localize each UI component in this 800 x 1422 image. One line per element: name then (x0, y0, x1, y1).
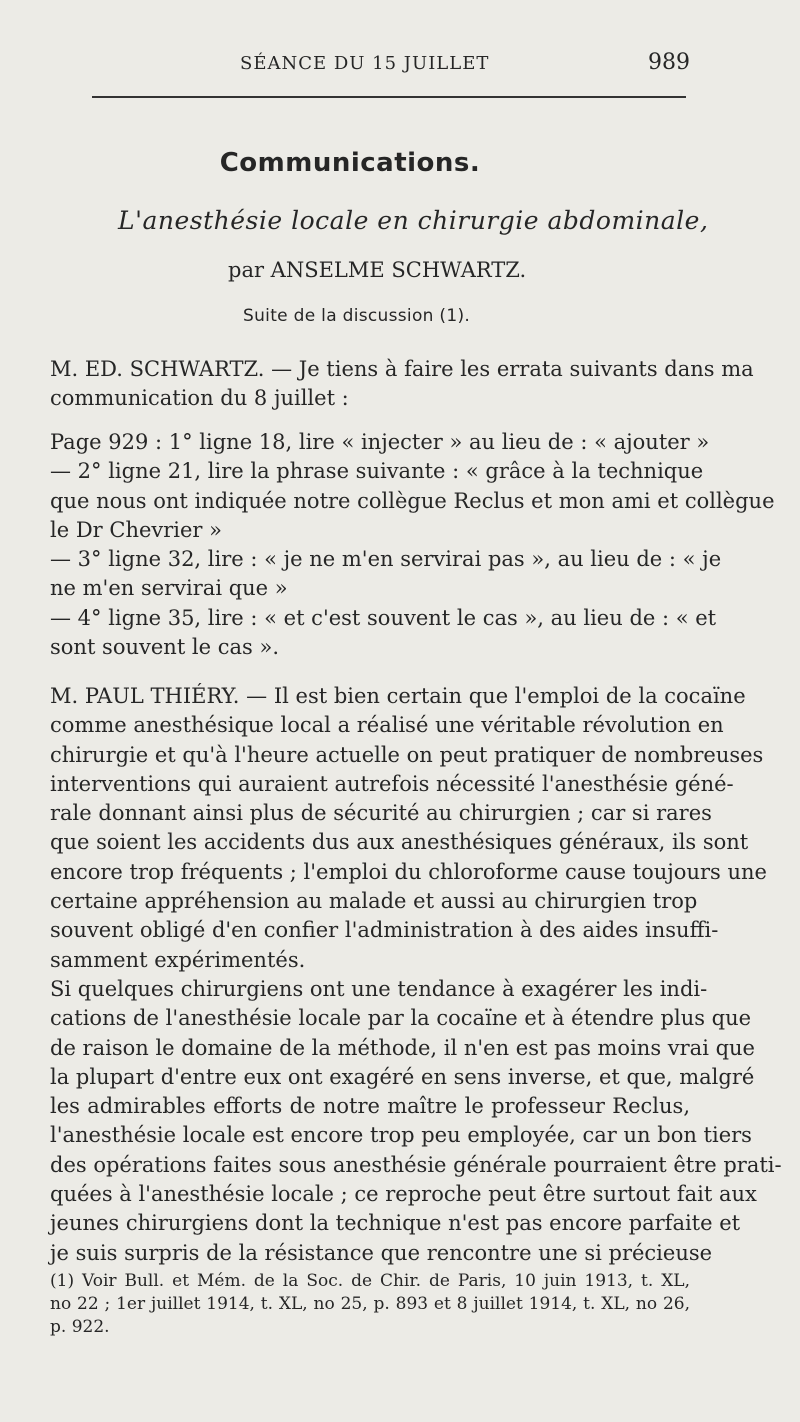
paragraph-thiery (50, 682, 767, 975)
footnote-line: (1) Voir Bull. et Mém. de la Soc. de Chir. de Paris, 10 juin 1913, t. XL, (50, 1271, 690, 1291)
text-line: — 2° ligne 21, lire la phrase suivante : « grâce à la technique (50, 459, 704, 484)
text-line: samment expérimentés. (50, 947, 306, 972)
footnote-line: no 22 ; 1er juillet 1914, t. XL, no 25, p. 893 et 8 juillet 1914, t. XL, no 26, (50, 1294, 690, 1314)
paragraph-schwartz (50, 355, 754, 414)
text-line: interventions qui auraient autrefois nécessité l'anesthésie géné- (50, 771, 734, 796)
page-number: 989 (648, 50, 690, 75)
text-line: encore trop fréquents ; l'emploi du chloroforme cause toujours une (50, 859, 767, 884)
footnote (50, 1270, 690, 1339)
text-line: — 3° ligne 32, lire : « je ne m'en servirai pas », au lieu de : « je (50, 547, 722, 572)
running-header (0, 50, 800, 80)
text-line: sont souvent le cas ». (50, 635, 280, 660)
header-rule (92, 96, 686, 98)
text-line: — 4° ligne 35, lire : « et c'est souvent le cas », au lieu de : « et (50, 605, 717, 630)
text-line: M. PAUL THIÉRY. — Il est bien certain que l'emploi de la cocaïne (50, 684, 746, 708)
text-line: les admirables efforts de notre maître le professeur Reclus, (50, 1094, 690, 1119)
footnote-line: p. 922. (50, 1317, 110, 1337)
text-line: que nous ont indiquée notre collègue Reclus et mon ami et collègue (50, 488, 775, 513)
text-line: le Dr Chevrier » (50, 517, 222, 542)
article-byline: par ANSELME SCHWARTZ. (228, 258, 527, 282)
text-line: comme anesthésique local a réalisé une véritable révolution en (50, 713, 724, 738)
text-line: rale donnant ainsi plus de sécurité au chirurgien ; car si rares (50, 801, 712, 826)
running-title: SÉANCE DU 15 JUILLET (240, 53, 490, 74)
paragraph-continued (50, 975, 782, 1268)
text-line: chirurgie et qu'à l'heure actuelle on peut pratiquer de nombreuses (50, 742, 764, 767)
text-line: que soient les accidents dus aux anesthésiques généraux, ils sont (50, 830, 749, 855)
text-line: cations de l'anesthésie locale par la cocaïne et à étendre plus que (50, 1006, 752, 1031)
text-line: de raison le domaine de la méthode, il n'en est pas moins vrai que (50, 1035, 755, 1060)
text-line: l'anesthésie locale est encore trop peu employée, car un bon tiers (50, 1123, 752, 1148)
discussion-note: Suite de la discussion (1). (243, 306, 471, 326)
section-title: Communications. (219, 148, 481, 178)
article-title: L'anesthésie locale en chirurgie abdominale, (118, 206, 709, 235)
text-line: certaine appréhension au malade et aussi au chirurgien trop (50, 889, 698, 914)
text-line: ne m'en servirai que » (50, 576, 288, 601)
text-line: M. ED. SCHWARTZ. — Je tiens à faire les errata suivants dans ma (50, 357, 754, 381)
text-line: quées à l'anesthésie locale ; ce reproche peut être surtout fait aux (50, 1182, 757, 1207)
text-line: je suis surpris de la résistance que rencontre une si précieuse (50, 1240, 713, 1265)
text-line: communication du 8 juillet : (50, 386, 349, 411)
text-line: la plupart d'entre eux ont exagéré en sens inverse, et que, malgré (50, 1064, 755, 1089)
paragraph-errata (50, 428, 775, 662)
text-line: Page 929 : 1° ligne 18, lire « injecter » au lieu de : « ajouter » (50, 430, 710, 454)
text-line: souvent obligé d'en confier l'administration à des aides insuffi- (50, 918, 719, 943)
text-line: des opérations faites sous anesthésie générale pourraient être prati- (50, 1152, 782, 1177)
text-line: Si quelques chirurgiens ont une tendance à exagérer les indi- (50, 977, 708, 1001)
text-line: jeunes chirurgiens dont la technique n'est pas encore parfaite et (50, 1211, 741, 1236)
